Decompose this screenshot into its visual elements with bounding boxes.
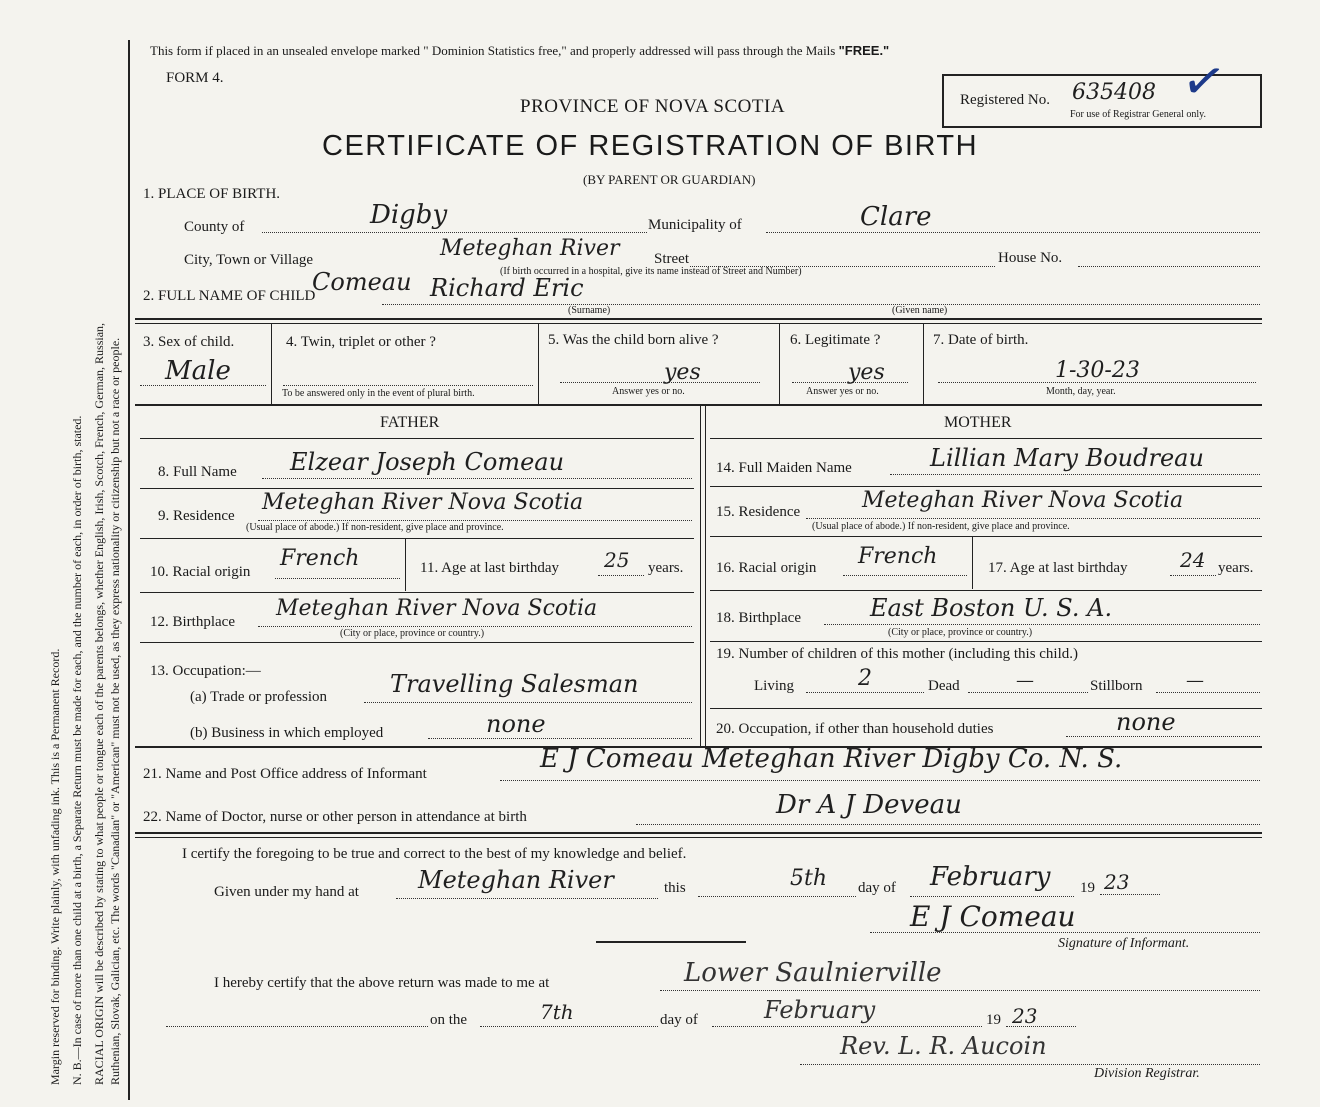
- mail-notice: This form if placed in an unsealed envelope marked " Dominion Statistics free," and properly addressed will pass through the Mails "FREE.": [150, 43, 890, 58]
- stillborn-label: Stillborn: [1090, 678, 1143, 694]
- given-place: Meteghan River: [418, 866, 614, 894]
- on-the-label: on the: [430, 1012, 468, 1028]
- born-alive-value: yes: [664, 360, 701, 385]
- municipality-value: Clare: [860, 202, 932, 232]
- municipality-label: Municipality of: [648, 217, 742, 233]
- registered-note: For use of Registrar General only.: [1070, 109, 1206, 120]
- place-of-birth-label: 1. PLACE OF BIRTH.: [143, 186, 281, 202]
- margin-racial-note-2: Ruthenian, Slovak, Galician, etc. The words "Canadian" or "American" must not be used, as they express nationality or citizenship but not a race or people.: [108, 337, 122, 1085]
- child-surname: Comeau: [312, 268, 412, 296]
- father-residence-value: Meteghan River Nova Scotia: [262, 490, 584, 515]
- checkmark-icon: ✓: [1177, 50, 1231, 115]
- father-trade-label: (a) Trade or profession: [190, 689, 328, 705]
- city-value: Meteghan River: [440, 236, 620, 261]
- mother-name-value: Lillian Mary Boudreau: [930, 444, 1204, 472]
- city-label: City, Town or Village: [184, 252, 314, 268]
- living-label: Living: [754, 678, 794, 694]
- child-name-label: 2. FULL NAME OF CHILD: [143, 288, 316, 304]
- father-heading: FATHER: [380, 414, 440, 431]
- doctor-label: 22. Name of Doctor, nurse or other person in attendance at birth: [143, 809, 527, 825]
- father-residence-note: (Usual place of abode.) If non-resident, give place and province.: [246, 522, 504, 533]
- margin-binding-note: Margin reserved for binding. Write plainly, with unfading ink. This is a Permanent Record.: [48, 648, 62, 1085]
- registrar-year-prefix: 19: [986, 1012, 1001, 1028]
- certificate-title: CERTIFICATE OF REGISTRATION OF BIRTH: [322, 130, 979, 162]
- mother-birthplace-value: East Boston U. S. A.: [870, 594, 1113, 622]
- mother-age-label: 17. Age at last birthday: [988, 560, 1128, 576]
- mother-occupation-label: 20. Occupation, if other than household duties: [716, 721, 994, 737]
- month-value: February: [930, 862, 1051, 892]
- registered-label: Registered No.: [960, 92, 1050, 108]
- father-trade-value: Travelling Salesman: [390, 670, 639, 698]
- house-label: House No.: [998, 250, 1063, 266]
- twin-label: 4. Twin, triplet or other ?: [286, 334, 436, 350]
- day-of-label: day of: [858, 880, 896, 896]
- mother-heading: MOTHER: [944, 414, 1012, 431]
- year-value: 23: [1104, 870, 1130, 894]
- father-racial-label: 10. Racial origin: [150, 564, 251, 580]
- father-residence-label: 9. Residence: [158, 508, 235, 524]
- mother-birthplace-label: 18. Birthplace: [716, 610, 801, 626]
- division-registrar-caption: Division Registrar.: [1094, 1066, 1200, 1081]
- county-label: County of: [184, 219, 245, 235]
- informant-signature: E J Comeau: [910, 900, 1076, 933]
- margin-racial-note-1: RACIAL ORIGIN will be described by stating to what people or tongue each of the parents belongs, whether English, Irish, Scotch, French, German, Russian,: [92, 322, 106, 1085]
- mother-children-label: 19. Number of children of this mother (including this child.): [716, 646, 1079, 662]
- dob-note: Month, day, year.: [1046, 386, 1116, 397]
- mother-age-value: 24: [1180, 548, 1206, 572]
- mother-residence-label: 15. Residence: [716, 504, 801, 520]
- doctor-value: Dr A J Deveau: [776, 790, 962, 820]
- father-name-value: Elzear Joseph Comeau: [290, 448, 565, 476]
- dob-value: 1-30-23: [1055, 358, 1140, 383]
- given-under-label: Given under my hand at: [214, 884, 359, 900]
- mother-name-label: 14. Full Maiden Name: [716, 460, 852, 476]
- dead-label: Dead: [928, 678, 960, 694]
- sex-value: Male: [165, 356, 231, 386]
- mother-birthplace-note: (City or place, province or country.): [888, 627, 1033, 638]
- sex-label: 3. Sex of child.: [143, 334, 235, 350]
- binding-rule: [128, 40, 130, 1100]
- registrar-statement: I hereby certify that the above return was made to me at: [214, 975, 550, 991]
- margin-nb-note: N. B.—In case of more than one child at a birth, a Separate Return must be made for each, and the number of each, in order of birth, stated.: [70, 415, 84, 1085]
- mother-residence-note: (Usual place of abode.) If non-resident, give place and province.: [812, 521, 1070, 532]
- father-age-label: 11. Age at last birthday: [420, 560, 559, 576]
- living-value: 2: [858, 666, 872, 691]
- mother-racial-label: 16. Racial origin: [716, 560, 817, 576]
- legitimate-label: 6. Legitimate ?: [790, 332, 881, 348]
- mother-racial-value: French: [858, 544, 938, 569]
- legitimate-note: Answer yes or no.: [806, 386, 879, 397]
- mother-residence-value: Meteghan River Nova Scotia: [862, 488, 1184, 513]
- father-racial-value: French: [280, 546, 360, 571]
- father-name-label: 8. Full Name: [158, 464, 237, 480]
- father-birthplace-label: 12. Birthplace: [150, 614, 235, 630]
- registrar-day: 7th: [540, 1000, 574, 1024]
- dob-label: 7. Date of birth.: [933, 332, 1029, 348]
- informant-signature-caption: Signature of Informant.: [1058, 936, 1190, 951]
- informant-value: E J Comeau Meteghan River Digby Co. N. S.: [540, 744, 1123, 774]
- father-occupation-label: 13. Occupation:—: [150, 663, 261, 679]
- child-given-name: Richard Eric: [430, 274, 584, 302]
- informant-label: 21. Name and Post Office address of Informant: [143, 766, 427, 782]
- dead-value: —: [1016, 670, 1034, 691]
- year-prefix: 19: [1080, 880, 1095, 896]
- registered-box: [942, 50, 1262, 128]
- certify-statement: I certify the foregoing to be true and correct to the best of my knowledge and belief.: [182, 846, 687, 862]
- father-birthplace-value: Meteghan River Nova Scotia: [276, 596, 598, 621]
- born-alive-note: Answer yes or no.: [612, 386, 685, 397]
- registrar-place: Lower Saulnierville: [684, 958, 942, 988]
- form-number: FORM 4.: [166, 70, 224, 86]
- registrar-signature: Rev. L. R. Aucoin: [840, 1032, 1047, 1060]
- father-age-unit: years.: [648, 560, 684, 576]
- hospital-note: (If birth occurred in a hospital, give its name instead of Street and Number): [500, 266, 802, 277]
- father-business-value: none: [486, 710, 546, 738]
- mother-age-unit: years.: [1218, 560, 1254, 576]
- county-value: Digby: [370, 200, 448, 230]
- mother-occupation-value: none: [1116, 708, 1176, 736]
- province-heading: PROVINCE OF NOVA SCOTIA: [520, 96, 786, 117]
- surname-caption: (Surname): [568, 305, 611, 316]
- registered-number: 635408: [1072, 80, 1156, 105]
- registrar-day-of-label: day of: [660, 1012, 698, 1028]
- legitimate-value: yes: [848, 360, 885, 385]
- father-age-value: 25: [604, 548, 630, 572]
- day-value: 5th: [790, 866, 828, 891]
- registrar-year: 23: [1012, 1004, 1038, 1028]
- born-alive-label: 5. Was the child born alive ?: [548, 332, 719, 348]
- father-birthplace-note: (City or place, province or country.): [340, 628, 485, 639]
- father-business-label: (b) Business in which employed: [190, 725, 384, 741]
- this-label: this: [664, 880, 686, 896]
- certificate-subtitle: (BY PARENT OR GUARDIAN): [583, 172, 756, 187]
- given-name-caption: (Given name): [892, 305, 948, 316]
- street-label: Street: [654, 251, 689, 267]
- stillborn-value: —: [1186, 670, 1204, 691]
- registrar-month: February: [764, 996, 876, 1024]
- twin-note: To be answered only in the event of plural birth.: [282, 388, 475, 399]
